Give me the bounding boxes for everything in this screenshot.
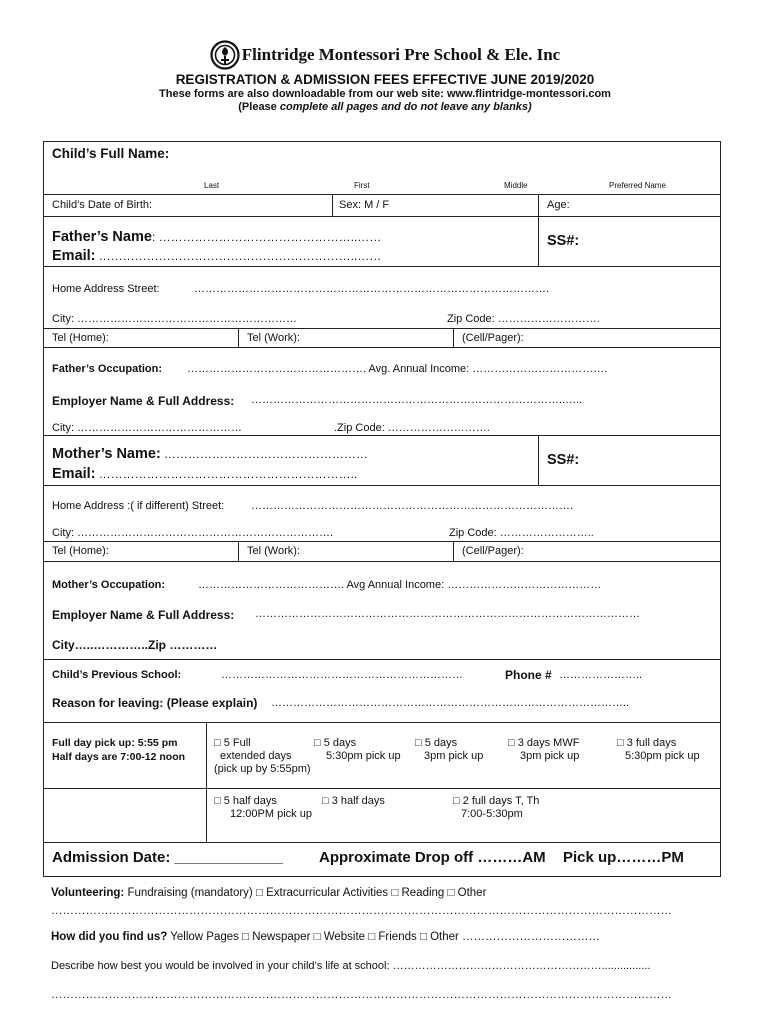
sub-preferred: Preferred Name	[609, 181, 666, 190]
schedule-inner-divider-right	[207, 788, 720, 789]
schedule-row	[44, 723, 720, 843]
admission-date-label: Admission Date: _____________	[52, 849, 283, 866]
age-label[interactable]: Age:	[547, 199, 570, 211]
father-name-row	[44, 217, 720, 267]
download-note: These forms are also downloadable from our web site: www.flintridge-montessori.com	[159, 88, 611, 100]
mother-name-row	[44, 436, 720, 486]
school-logo-icon	[210, 40, 240, 70]
sex-label: Sex: M / F	[339, 199, 390, 211]
father-tel-home-label: Tel (Home):	[52, 332, 109, 344]
option-5-full-extended[interactable]: □ 5 Full extended days (pick up by 5:55pm)	[214, 737, 311, 775]
mother-tel-row	[44, 542, 720, 562]
mother-tel-cell-label[interactable]: (Cell/Pager):	[462, 545, 524, 557]
volunteering-dots: ………………………………………………………………………………………………………………………………………………	[51, 905, 672, 917]
child-dob-row	[44, 195, 720, 217]
father-employer-dots: …………………………………………………………………………..…..	[251, 394, 583, 406]
phone-dots: …………………..	[559, 669, 643, 681]
pickup-line2: Half days are 7:00-12 noon	[52, 751, 186, 763]
phone-label: Phone #	[505, 668, 552, 682]
mother-tel-work[interactable]	[239, 542, 454, 561]
pickup-times-cell	[44, 723, 207, 842]
admission-row[interactable]	[44, 843, 720, 876]
father-tel-row	[44, 329, 720, 348]
mother-occupation-dots: …………………………………. Avg Annual Income: ……………………………………	[198, 579, 602, 591]
mother-email-field: Email: ………………………………………………………..	[52, 466, 358, 482]
father-name-field: Father’s Name: …………………………………………..……	[52, 229, 382, 245]
mother-tel-home[interactable]	[44, 542, 239, 561]
schedule-inner-divider-left	[44, 788, 206, 789]
father-ss-label[interactable]: SS#:	[547, 233, 580, 249]
previous-school-label: Child’s Previous School:	[52, 669, 182, 681]
father-employer-label: Employer Name & Full Address:	[52, 394, 235, 408]
volunteering-line[interactable]: Volunteering: Fundraising (mandatory) □ Extracurricular Activities □ Reading □ Other	[51, 887, 487, 899]
mother-home-label: Home Address :( if different) Street:	[52, 500, 225, 512]
father-name-cell[interactable]	[44, 217, 539, 266]
mother-occupation-label: Mother’s Occupation:	[52, 579, 166, 591]
father-tel-work-label: Tel (Work):	[247, 332, 300, 344]
mother-home-dots: …………………………………………………………………………….	[251, 500, 574, 512]
option-3-full-days[interactable]: □ 3 full days 5:30pm pick up	[617, 737, 700, 762]
father-zip2: .Zip Code: ……………………….	[334, 422, 490, 434]
option-5-half-days[interactable]: □ 5 half days 12:00PM pick up	[214, 795, 312, 820]
option-3-half-days[interactable]: □ 3 half days	[322, 795, 385, 807]
mother-zip-label: Zip Code: ……………………..	[449, 527, 594, 539]
mother-employer-dots: ……………………………………………………………………………………………	[255, 608, 640, 620]
father-zip-label: Zip Code: ……………………….	[447, 313, 600, 325]
father-occupation-row[interactable]	[44, 348, 720, 436]
school-name: Flintridge Montessori Pre School & Ele. Inc	[241, 45, 561, 64]
reason-label: Reason for leaving: (Please explain)	[52, 696, 258, 710]
father-address-row[interactable]	[44, 267, 720, 329]
father-tel-work[interactable]	[239, 329, 454, 347]
reason-dots: ……………………………………………………………………………………..	[271, 697, 630, 709]
previous-school-row[interactable]	[44, 660, 720, 723]
sub-last: Last	[204, 181, 220, 190]
mother-name-cell[interactable]	[44, 436, 539, 485]
father-occupation-label: Father’s Occupation:	[52, 363, 163, 375]
dropoff-label: Approximate Drop off ………AM	[319, 849, 546, 866]
father-occupation-dots: …………………………………………. Avg. Annual Income: ……………………………….	[187, 363, 608, 375]
school-line	[0, 40, 770, 70]
registration-form	[43, 141, 721, 877]
mother-tel-home-label: Tel (Home):	[52, 545, 109, 557]
instruction-note: (Please complete all pages and do not leave any blanks)	[238, 101, 532, 113]
father-tel-home[interactable]	[44, 329, 239, 347]
pickup-line1: Full day pick up: 5:55 pm	[52, 737, 178, 749]
option-3-days-mwf[interactable]: □ 3 days MWF 3pm pick up	[508, 737, 580, 762]
mother-name-field: Mother’s Name: ……………………………………………	[52, 446, 368, 462]
sub-first: First	[354, 181, 370, 190]
father-tel-cell-label[interactable]: (Cell/Pager):	[462, 332, 524, 344]
mother-occupation-row[interactable]	[44, 562, 720, 660]
mother-tel-work-label: Tel (Work):	[247, 545, 300, 557]
find-us-line[interactable]: How did you find us? Yellow Pages □ Newspaper □ Website □ Friends □ Other ………………………………	[51, 931, 601, 943]
pickup-label: Pick up………PM	[563, 849, 684, 866]
mother-employer-label: Employer Name & Full Address:	[52, 608, 235, 622]
child-name-label: Child’s Full Name:	[52, 146, 170, 161]
option-5-days-3pm[interactable]: □ 5 days 3pm pick up	[415, 737, 484, 762]
child-name-row[interactable]	[44, 142, 720, 195]
father-street-dots: …………………………………………………………………………………….	[194, 283, 550, 295]
involvement-dots: ………………………………………………………………………………………………………………………………………………	[51, 989, 672, 1001]
previous-school-dots: …………………………………………………………	[221, 669, 463, 681]
father-email-field: Email: ………………………………………………………..……	[52, 248, 382, 264]
form-title: REGISTRATION & ADMISSION FEES EFFECTIVE JUNE 2019/2020	[175, 72, 595, 87]
involvement-label[interactable]: Describe how best you would be involved in your child’s life at school: …………………………………………………................	[51, 960, 651, 972]
dob-cell[interactable]	[44, 195, 333, 216]
mother-ss-label[interactable]: SS#:	[547, 452, 580, 468]
form-header	[0, 40, 770, 113]
father-city-label: City: ……………………………………………………	[52, 313, 298, 325]
dob-label: Child’s Date of Birth:	[52, 199, 153, 211]
father-city2: City: ………………………………………	[52, 422, 243, 434]
mother-city-label: City: …………………………………………………………….	[52, 527, 334, 539]
option-5-days-530[interactable]: □ 5 days 5:30pm pick up	[314, 737, 401, 762]
father-street-label: Home Address Street:	[52, 283, 160, 295]
option-2-full-days[interactable]: □ 2 full days T, Th 7:00-5:30pm	[453, 795, 540, 820]
sub-middle: Middle	[504, 181, 528, 190]
mother-city-zip: City…..…………..Zip …………	[52, 638, 218, 652]
mother-address-row[interactable]	[44, 486, 720, 542]
sex-cell[interactable]	[333, 195, 539, 216]
